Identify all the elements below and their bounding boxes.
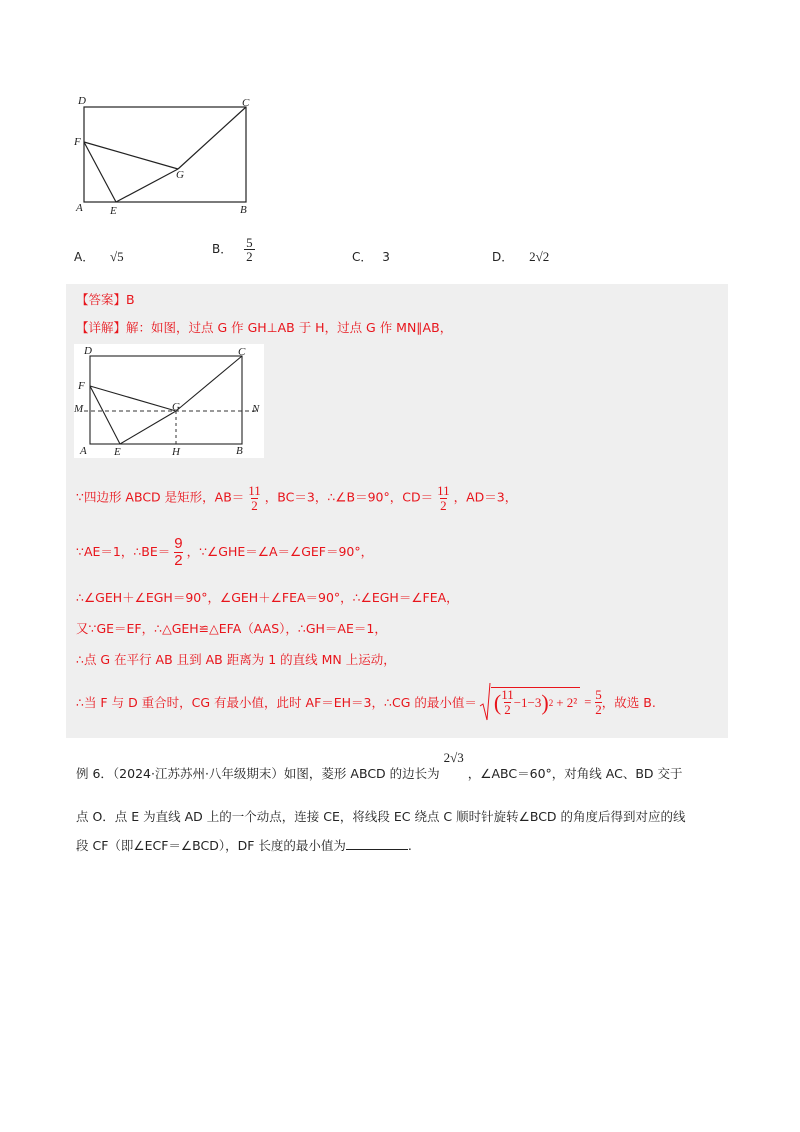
option-c xyxy=(352,248,390,265)
cd-den: 2 xyxy=(440,497,447,513)
line2-part-a: ∵AE＝1，∴BE＝ xyxy=(76,543,171,559)
ab-fraction xyxy=(248,484,261,512)
example6-line3-b: . xyxy=(407,838,412,853)
example6-side-length: 2√3 xyxy=(443,750,464,765)
label2-n: N xyxy=(252,403,260,415)
label-a: A xyxy=(76,202,83,214)
solution-line-1 xyxy=(76,484,517,512)
rectangle-figure-1 xyxy=(70,92,270,222)
option-b-den: 2 xyxy=(246,249,253,264)
cd-fraction xyxy=(437,484,450,512)
sqrt-frac-num: 11 xyxy=(501,687,514,703)
label2-f: F xyxy=(78,380,85,392)
be-fraction xyxy=(174,536,182,569)
label2-d: D xyxy=(84,345,92,357)
option-b-label: B． xyxy=(212,242,233,256)
sqrt-frac-den: 2 xyxy=(504,702,511,717)
solution-line-2 xyxy=(76,536,373,569)
option-b xyxy=(212,236,255,263)
label2-a: A xyxy=(80,445,87,457)
option-c-label: C． xyxy=(352,250,373,264)
solution-line-4: 又∵GE＝EF，∴△GEH≌△EFA（AAS），∴GH＝AE＝1， xyxy=(76,621,387,636)
option-a-label: A． xyxy=(74,250,95,264)
result-num: 5 xyxy=(595,686,602,702)
example6-line-1 xyxy=(76,750,683,782)
line1-part-c: ，AD＝3， xyxy=(453,489,518,505)
sqrt-expression: ( $\frac{11}{2}$ −1−3 ) 2 + 2² xyxy=(479,682,580,722)
option-a-value: √5 xyxy=(110,249,124,264)
label2-g: G xyxy=(172,401,180,413)
ab-den: 2 xyxy=(251,497,258,513)
label2-b: B xyxy=(236,445,243,457)
rectangle-figure-2 xyxy=(74,344,264,458)
label-b: B xyxy=(240,204,247,216)
label-d: D xyxy=(78,95,86,107)
cd-num: 11 xyxy=(437,483,450,498)
option-d-value: 2√2 xyxy=(529,249,550,264)
be-num: 9 xyxy=(174,535,183,552)
sqrt-frac xyxy=(501,688,514,716)
label2-e: E xyxy=(114,446,121,458)
example6-line-2: 点 O．点 E 为直线 AD 上的一个动点，连接 CE，将线段 EC 绕点 C 顺时针旋转∠BCD 的角度后得到对应的线 xyxy=(76,809,686,824)
detail-intro-text: 解：如图，过点 G 作 GH⊥AB 于 H，过点 G 作 MN∥AB， xyxy=(126,320,453,335)
option-c-value: 3 xyxy=(382,250,390,264)
result-den: 2 xyxy=(595,701,602,717)
label2-m: M xyxy=(74,403,84,415)
line6-part-b: ，故选 B. xyxy=(601,695,656,710)
example6-line-3 xyxy=(76,836,412,854)
answer-tag: 【答案】B xyxy=(76,292,135,307)
ab-num: 11 xyxy=(248,483,261,498)
label-e: E xyxy=(110,205,117,217)
sqrt-sign-icon xyxy=(479,682,491,722)
label-f: F xyxy=(74,136,81,148)
line2-part-b: ，∵∠GHE＝∠A＝∠GEF＝90°， xyxy=(186,543,374,559)
solution-line-3: ∴∠GEH＋∠EGH＝90°，∠GEH＋∠FEA＝90°，∴∠EGH＝∠FEA， xyxy=(76,590,459,605)
label-g: G xyxy=(176,169,184,181)
option-b-fraction xyxy=(244,236,255,263)
line1-part-b: ，BC＝3，∴∠B＝90°，CD＝ xyxy=(264,489,434,505)
line6-part-a: ∴当 F 与 D 重合时，CG 有最小值，此时 AF＝EH＝3，∴CG 的最小值＝ xyxy=(76,695,477,710)
answer-blank[interactable] xyxy=(346,837,408,850)
detail-tag: 【详解】 xyxy=(76,320,127,335)
be-den: 2 xyxy=(174,551,183,569)
option-b-num: 5 xyxy=(246,235,253,250)
example6-line1-a: 例 6．（2024·江苏苏州·八年级期末）如图，菱形 ABCD 的边长为 xyxy=(76,766,440,781)
detail-intro xyxy=(76,318,452,336)
label2-h: H xyxy=(172,446,180,458)
option-a xyxy=(74,248,124,265)
sqrt-rest: −1−3 xyxy=(513,694,542,710)
example6-line1-b: ，∠ABC＝60°，对角线 AC、BD 交于 xyxy=(467,766,683,781)
example6-line3-a: 段 CF（即∠ECF＝∠BCD），DF 长度的最小值为 xyxy=(76,838,346,853)
sqrt-tail: + 2² xyxy=(556,694,578,710)
option-d xyxy=(492,248,549,265)
label-c: C xyxy=(242,97,250,109)
line1-part-a: ∵四边形 ABCD 是矩形，AB＝ xyxy=(76,489,245,505)
solution-line-5: ∴点 G 在平行 AB 且到 AB 距离为 1 的直线 MN 上运动， xyxy=(76,652,396,667)
solution-line-6: ∴当 F 与 D 重合时，CG 有最小值，此时 AF＝EH＝3，∴CG 的最小值＝ ( $\frac{11}{2}$ −1−3 ) 2 + 2² = $\frac{5}{2}$ ，故选 B. xyxy=(76,682,656,722)
label2-c: C xyxy=(238,346,246,358)
option-d-label: D． xyxy=(492,250,514,264)
